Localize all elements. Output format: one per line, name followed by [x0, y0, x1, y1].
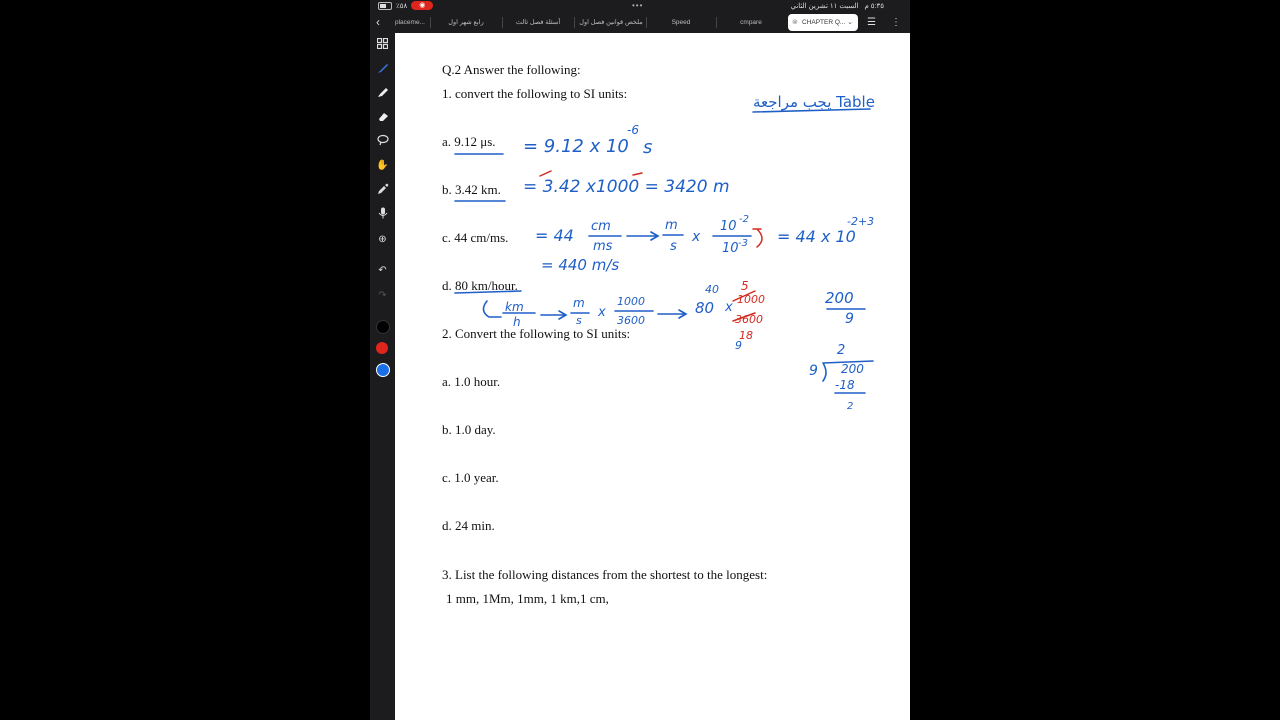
- status-time: ٥:٣٥ م: [864, 3, 884, 10]
- status-datetime: [791, 2, 884, 10]
- back-icon[interactable]: ‹: [376, 15, 380, 29]
- answer-d-red-1000: 1000: [737, 293, 765, 306]
- status-left: [378, 1, 433, 10]
- add-icon[interactable]: ⊕: [378, 234, 387, 245]
- answer-d-200: 200: [825, 289, 854, 307]
- undo-icon[interactable]: ↶: [378, 265, 387, 276]
- answer-d-40: 40: [705, 283, 719, 296]
- hand-icon[interactable]: ✋: [376, 160, 389, 171]
- answer-c-num-exp: -2: [739, 214, 749, 225]
- question-3: 3. List the following distances from the shortest to the longest:: [442, 567, 768, 582]
- tab-chapter-q-active[interactable]: [788, 14, 858, 31]
- grid-icon[interactable]: [373, 38, 392, 54]
- division-divisor: 9: [809, 363, 818, 379]
- answer-d-km: km: [505, 300, 524, 314]
- answer-d-80: 80: [695, 299, 715, 317]
- answer-c-num: 10: [720, 219, 737, 234]
- handwriting-layer: [395, 33, 910, 720]
- question-heading: Q.2 Answer the following:: [442, 62, 581, 77]
- answer-a-unit: s: [643, 137, 653, 158]
- tab-divider: [430, 17, 431, 28]
- answer-c-den-exp: -3: [738, 238, 748, 249]
- redo-icon[interactable]: ↷: [378, 290, 387, 301]
- division-quotient: 2: [837, 343, 846, 358]
- chevron-down-icon[interactable]: ⌄: [847, 19, 853, 26]
- handwriting-strokes: [455, 109, 873, 393]
- status-bar: [370, 0, 910, 12]
- answer-c-final: = 440 m/s: [541, 256, 620, 274]
- document-page[interactable]: [395, 33, 910, 720]
- record-icon[interactable]: ◉: [411, 1, 433, 10]
- answer-a-exponent: -6: [627, 123, 639, 137]
- answer-c-den: 10: [722, 241, 739, 256]
- eraser-icon[interactable]: [373, 110, 392, 126]
- list-icon[interactable]: ☰: [867, 17, 876, 28]
- answer-d-x: x: [598, 305, 606, 320]
- answer-a: = 9.12 x 10: [523, 136, 629, 157]
- document-tab-bar: [370, 12, 910, 33]
- color-swatch-blue-selected[interactable]: [376, 363, 390, 377]
- tab-divider: [646, 17, 647, 28]
- question-2d: d. 24 min.: [442, 518, 495, 533]
- answer-d-x2: x: [725, 300, 733, 315]
- question-2: 2. Convert the following to SI units:: [442, 326, 631, 341]
- battery-icon: [378, 2, 392, 10]
- answer-d-h: h: [513, 315, 521, 329]
- answer-d-red-3600: 3600: [735, 313, 763, 326]
- answer-d-1000: 1000: [617, 295, 645, 308]
- question-2a: a. 1.0 hour.: [442, 374, 501, 389]
- answer-c-s: s: [670, 239, 677, 254]
- note-table: يجب مراجعة Table: [753, 93, 875, 111]
- color-swatch-red[interactable]: [376, 342, 388, 354]
- answer-d-m: m: [573, 296, 585, 310]
- answer-d-red-18: 18: [739, 329, 753, 342]
- division-subtract: -18: [835, 378, 855, 392]
- answer-c-ms: ms: [593, 239, 613, 254]
- tab-divider: [502, 17, 503, 28]
- tab-chapter1-summary[interactable]: ملخص قوانين فصل اول: [579, 19, 643, 26]
- question-1c: c. 44 cm/ms.: [442, 230, 509, 245]
- answer-c-eq: = 44: [535, 226, 574, 245]
- question-2b: b. 1.0 day.: [442, 422, 496, 437]
- question-1b: b. 3.42 km.: [442, 182, 501, 197]
- answer-d-9b: 9: [845, 311, 854, 327]
- question-1a: a. 9.12 μs.: [442, 134, 496, 149]
- answer-c-result: = 44 x 10: [777, 227, 856, 246]
- tab-placement[interactable]: placeme...: [395, 19, 425, 26]
- answer-d-3600: 3600: [617, 314, 645, 327]
- answer-b: = 3.42 x1000 = 3420 m: [523, 177, 730, 197]
- division-dividend: 200: [841, 362, 864, 376]
- tab-chapter3-questions[interactable]: أسئلة فصل ثالث: [515, 19, 561, 26]
- tool-sidebar: [370, 33, 395, 720]
- battery-level: ٪٥٨: [396, 2, 408, 10]
- pen-icon[interactable]: [373, 62, 392, 78]
- tab-cmpare[interactable]: cmpare: [740, 19, 762, 26]
- answer-d-s: s: [576, 314, 582, 327]
- answer-c-result-exp: -2+3: [847, 215, 875, 228]
- question-1: 1. convert the following to SI units:: [442, 86, 628, 101]
- answer-d-red-5: 5: [741, 279, 749, 293]
- answer-c-x: x: [692, 229, 701, 245]
- question-1d: d. 80 km/hour.: [442, 278, 518, 293]
- tab-speed[interactable]: Speed: [671, 19, 691, 26]
- status-date: السبت ١١ تشرين الثاني: [790, 3, 859, 10]
- active-tab-label: CHAPTER Q...: [802, 19, 846, 26]
- tab-fourth-month[interactable]: رابع شهر اول: [448, 19, 484, 26]
- lasso-icon[interactable]: [373, 134, 392, 150]
- more-icon[interactable]: ⋮: [891, 17, 901, 28]
- color-swatch-black[interactable]: [376, 320, 390, 334]
- tablet-screen: [370, 0, 910, 720]
- mic-icon[interactable]: [373, 207, 392, 223]
- multitask-dots[interactable]: •••: [632, 1, 644, 10]
- division-remainder: 2: [847, 401, 854, 412]
- tab-divider: [574, 17, 575, 28]
- highlighter-icon[interactable]: [373, 86, 392, 102]
- tab-divider: [716, 17, 717, 28]
- answer-d-9: 9: [735, 339, 742, 352]
- answer-c-m: m: [665, 218, 678, 233]
- question-2c: c. 1.0 year.: [442, 470, 499, 485]
- eyedropper-icon[interactable]: [373, 183, 392, 199]
- answer-c-cm: cm: [591, 219, 611, 234]
- question-3-list: 1 mm, 1Mm, 1mm, 1 km,1 cm,: [446, 591, 609, 606]
- close-tab-icon[interactable]: ⊗: [792, 19, 798, 26]
